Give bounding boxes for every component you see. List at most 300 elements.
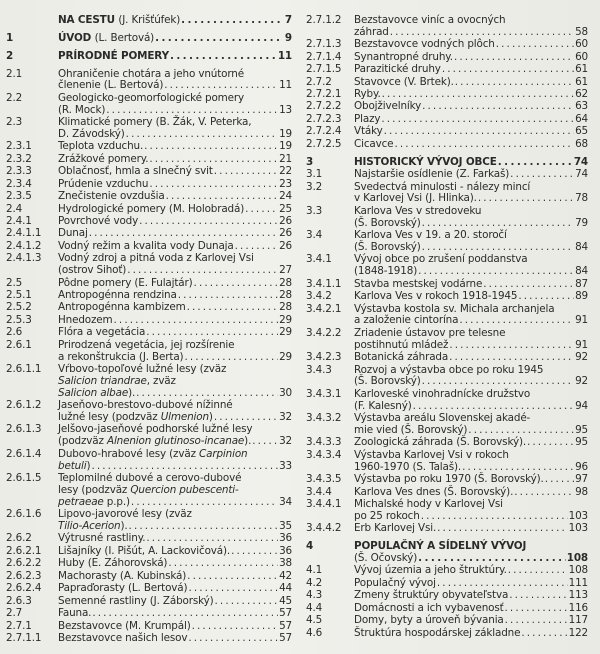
entry-body [58, 364, 292, 400]
entry-title-text: Dubovo-hrabové lesy (zväz Carpinion [58, 447, 248, 460]
section-number: 2.5 [6, 276, 23, 289]
chapter-title: HISTORICKÝ VÝVOJ OBCE [354, 155, 497, 168]
page-number: 38 [279, 557, 292, 570]
toc-entry[interactable] [306, 39, 588, 51]
entry-body [58, 400, 292, 424]
entry-body [58, 51, 292, 63]
entry-title-text: (podzväz Alnenion glutinoso-incanae). [58, 435, 252, 448]
chapter-heading [354, 157, 497, 169]
page-number: 19 [279, 127, 292, 140]
chapter-heading [58, 51, 169, 63]
section-number: 3.4.1 [306, 253, 332, 266]
toc-entry[interactable] [6, 141, 292, 153]
entry-body [58, 533, 292, 545]
section-number: 2 [6, 49, 14, 62]
dot-leader [252, 436, 278, 448]
dot-leader [92, 608, 278, 620]
toc-entry[interactable] [6, 364, 292, 400]
page-number: 113 [568, 589, 588, 602]
toc-entry[interactable] [306, 114, 588, 126]
entry-body [58, 15, 292, 27]
entry-line [58, 228, 292, 240]
toc-entry[interactable] [6, 424, 292, 448]
entry-title-text: Karlova Ves v rokoch 1918-1945 [354, 290, 518, 303]
toc-entry[interactable] [6, 278, 292, 290]
entry-body [58, 509, 292, 533]
section-number: 2.7.2 [306, 75, 332, 88]
toc-entry[interactable] [306, 413, 588, 437]
entry-title-text: Štruktúra hospodárskej základne [354, 626, 521, 639]
toc-entry[interactable] [306, 206, 588, 230]
dot-leader [422, 242, 574, 254]
toc-entry[interactable] [6, 596, 292, 608]
dot-leader [390, 27, 574, 39]
dot-leader [91, 461, 278, 473]
toc-entry[interactable] [6, 216, 292, 228]
section-number: 2.6.2.4 [6, 582, 42, 595]
entry-title-text: Svedectvá minulosti - nálezy mincí [354, 180, 531, 193]
toc-entry[interactable] [306, 565, 588, 577]
toc-entry[interactable] [306, 365, 588, 389]
section-number: 2.6.1.2 [6, 399, 42, 412]
dot-leader [126, 129, 278, 141]
toc-entry[interactable] [306, 89, 588, 101]
toc-entry[interactable] [6, 69, 292, 93]
page-number: 29 [279, 350, 292, 363]
entry-line [354, 27, 588, 39]
entry-body [354, 413, 588, 437]
section-number: 3 [306, 155, 314, 168]
page-number: 103 [568, 522, 588, 535]
entry-line [354, 315, 588, 327]
entry-line [58, 608, 292, 620]
entry-title-text: Parazitické druhy [354, 63, 441, 76]
entry-line [58, 633, 292, 645]
section-number: 2.7.1.5 [306, 63, 342, 76]
page-number: 27 [279, 264, 292, 277]
entry-line [354, 169, 588, 181]
section-number: 1 [6, 31, 14, 44]
entry-body [58, 290, 292, 302]
section-number: 2.4.1.3 [6, 252, 42, 265]
toc-entry[interactable] [306, 101, 588, 113]
entry-line [58, 80, 292, 92]
section-number: 3.4.4.2 [306, 522, 342, 535]
entry-body [354, 603, 588, 615]
page-number: 29 [279, 326, 292, 339]
toc-entry[interactable] [6, 583, 292, 595]
section-number: 4.4 [306, 601, 323, 614]
section-number: 2.5.3 [6, 313, 32, 326]
page-number: 36 [279, 532, 292, 545]
entry-title-text: Cicavce [354, 137, 394, 150]
toc-entry[interactable] [306, 64, 588, 76]
entry-title-text: (F. Kalesný) [354, 399, 412, 412]
page-number: 32 [279, 411, 292, 424]
section-number: 2.7.1.2 [306, 14, 342, 26]
toc-entry[interactable] [6, 204, 292, 216]
entry-line [354, 266, 588, 278]
entry-title-text: Plazy [354, 112, 381, 125]
toc-entry[interactable] [306, 474, 588, 486]
toc-chapter-entry[interactable] [6, 33, 292, 45]
entry-body [354, 365, 588, 389]
toc-entry[interactable] [306, 169, 588, 181]
entry-title-text: Ryby. [354, 88, 381, 101]
toc-entry[interactable] [6, 400, 292, 424]
entry-body [354, 15, 588, 39]
dot-leader [459, 315, 574, 327]
toc-entry[interactable] [6, 546, 292, 558]
entry-body [58, 340, 292, 364]
toc-entry[interactable] [306, 628, 588, 640]
entry-line [354, 114, 588, 126]
entry-line [354, 565, 588, 577]
chapter-title: POPULAČNÝ A SÍDELNÝ VÝVOJ [354, 540, 527, 553]
dot-leader [194, 278, 279, 290]
entry-line [58, 15, 292, 27]
entry-line [354, 352, 588, 364]
entry-line [58, 412, 292, 424]
toc-entry[interactable] [306, 291, 588, 303]
toc-entry[interactable] [6, 340, 292, 364]
entry-body [354, 291, 588, 303]
entry-title-text: Karlova Ves v 19. a 20. storočí [354, 229, 507, 242]
entry-title-text: Prúdenie vzduchu [58, 177, 149, 190]
entry-title-text: Výstavba po roku 1970 (Š. Borovský). [354, 473, 544, 486]
entry-body [58, 621, 292, 633]
entry-body [354, 157, 588, 169]
section-number: 3.4.4 [306, 485, 332, 498]
entry-line [58, 327, 292, 339]
entry-body [58, 33, 292, 45]
entry-title-text: Výstavba kostola sv. Michala archanjela [354, 302, 555, 315]
toc-entry[interactable] [6, 241, 292, 253]
entry-line [58, 621, 292, 633]
entry-body [58, 571, 292, 583]
page-number: 28 [279, 301, 292, 314]
section-number: 4.5 [306, 614, 323, 627]
entry-body [354, 39, 588, 51]
page-number: 74 [573, 155, 588, 168]
entry-line [354, 206, 588, 218]
section-number: 3.4.2.1 [306, 302, 342, 315]
entry-title-text: Najstaršie osídlenie (Z. Farkaš) [354, 168, 510, 181]
toc-entry[interactable] [306, 578, 588, 590]
entry-title-text: Ohraničenie chotára a jeho vnútorné [58, 67, 244, 80]
dot-leader [508, 565, 568, 577]
toc-entry[interactable] [6, 558, 292, 570]
section-number: 2.6.2.1 [6, 544, 42, 557]
toc-entry[interactable] [306, 590, 588, 602]
section-number: 3.3 [306, 204, 323, 217]
entry-title-text: Fauna. [58, 607, 92, 620]
section-number: 2.6.1.4 [6, 447, 42, 460]
page-number: 95 [575, 436, 588, 449]
section-number: 3.4.3.2 [306, 412, 342, 425]
toc-entry[interactable] [306, 304, 588, 328]
dot-leader [127, 265, 278, 277]
entry-body [58, 596, 292, 608]
toc-entry[interactable] [306, 615, 588, 627]
entry-title-text: Obojživelníky [354, 100, 422, 113]
page-number: 60 [575, 50, 588, 63]
entry-line [58, 352, 292, 364]
chapter-title: PRÍRODNÉ POMERY [58, 49, 169, 62]
toc-entry[interactable] [6, 166, 292, 178]
entry-title-text: a rekonštrukcia (J. Berta) [58, 350, 184, 363]
section-number: 2.6.1.1 [6, 363, 42, 376]
dot-leader [149, 179, 278, 191]
entry-line [58, 141, 292, 153]
dot-leader [527, 437, 574, 449]
entry-line [58, 241, 292, 253]
entry-gap [6, 645, 292, 646]
page-number: 108 [568, 564, 588, 577]
toc-entry[interactable] [6, 473, 292, 509]
toc-entry[interactable] [6, 302, 292, 314]
entry-body [354, 206, 588, 230]
toc-entry[interactable] [306, 328, 588, 352]
toc-entry[interactable] [6, 179, 292, 191]
section-number: 2.3 [6, 116, 23, 129]
entry-body [354, 437, 588, 449]
entry-line [354, 64, 588, 76]
toc-entry[interactable] [306, 254, 588, 278]
toc-entry[interactable] [306, 437, 588, 449]
entry-title-text: (Š. Borovský) [354, 240, 421, 253]
dot-leader [136, 388, 278, 400]
entry-body [354, 89, 588, 101]
dot-leader [478, 193, 574, 205]
section-number: 3.4.3.1 [306, 387, 342, 400]
section-number: 2.7.2.4 [306, 125, 342, 138]
entry-title-text: Bezstavovce viníc a ovocných [354, 14, 506, 26]
dot-leader [170, 51, 277, 63]
toc-entry[interactable] [6, 253, 292, 277]
dot-leader [449, 340, 574, 352]
section-number: 3.4.3.5 [306, 473, 342, 486]
section-number: 2.6.1.3 [6, 423, 42, 436]
page-number: 36 [279, 544, 292, 557]
toc-entry[interactable] [306, 352, 588, 364]
toc-entry[interactable] [306, 230, 588, 254]
entry-title-text: Teplota vzduchu. [58, 140, 144, 153]
section-number: 2.3.4 [6, 177, 32, 190]
chapter-author: (L. Bertová) [94, 31, 155, 44]
toc-entry[interactable] [6, 154, 292, 166]
toc-entry[interactable] [306, 499, 588, 523]
entry-body [58, 166, 292, 178]
page-number: 24 [279, 190, 292, 203]
dot-leader [422, 376, 574, 388]
section-number: 2.6.2.3 [6, 569, 42, 582]
dot-leader [521, 628, 567, 640]
entry-title-text: Výstavba Karlovej Vsi v rokoch [354, 448, 509, 461]
page-number: 35 [279, 520, 292, 532]
entry-body [58, 117, 292, 141]
entry-body [58, 424, 292, 448]
toc-entry[interactable] [6, 93, 292, 117]
toc-entry[interactable] [306, 487, 588, 499]
entry-title-text: Hnedozem [58, 313, 113, 326]
dot-leader [509, 590, 567, 602]
entry-title-text: Karlova Ves dnes (Š. Borovský). [354, 485, 514, 498]
toc-chapter-entry[interactable] [6, 15, 292, 27]
dot-leader [139, 216, 278, 228]
toc-entry[interactable] [6, 621, 292, 633]
section-number: 3.4.3.3 [306, 436, 342, 449]
toc-entry[interactable] [306, 279, 588, 291]
toc-entry[interactable] [6, 449, 292, 473]
page-number: 42 [279, 569, 292, 582]
page-number: 98 [575, 485, 588, 498]
entry-line [354, 52, 588, 64]
page-number: 28 [279, 289, 292, 302]
section-number: 2.2 [6, 91, 23, 104]
page-number: 32 [279, 435, 292, 448]
entry-body [58, 608, 292, 620]
entry-line [354, 553, 588, 565]
entry-title-text: postihnutú mládež [354, 338, 449, 351]
entry-title-text: Vŕbovo-topoľové lužné lesy (zväz [58, 363, 227, 376]
toc-entry[interactable] [306, 77, 588, 89]
section-number: 2.7.1 [6, 619, 32, 632]
dot-leader [144, 141, 278, 153]
section-number: 2.3.1 [6, 140, 32, 153]
entry-title-text: Salicion triandrae, zväz [58, 374, 176, 387]
entry-title-text: D. Závodský) [58, 127, 125, 140]
entry-title-text: Populačný vývoj [354, 576, 436, 589]
entry-body [58, 253, 292, 277]
toc-entry[interactable] [6, 315, 292, 327]
entry-line [58, 449, 292, 461]
toc-entry[interactable] [6, 117, 292, 141]
toc-entry[interactable] [306, 389, 588, 413]
dot-leader [187, 571, 278, 583]
toc-entry[interactable] [6, 290, 292, 302]
entry-title-text: Tilio-Acerion). [58, 520, 128, 532]
toc-entry[interactable] [306, 15, 588, 39]
entry-title-text: Jelšovo-jaseňové podhorské lužné lesy [58, 423, 253, 436]
entry-body [58, 278, 292, 290]
toc-entry[interactable] [306, 450, 588, 474]
entry-line [58, 265, 292, 277]
toc-entry[interactable] [306, 126, 588, 138]
toc-chapter-entry[interactable] [306, 157, 588, 169]
toc-entry[interactable] [6, 608, 292, 620]
entry-body [354, 304, 588, 328]
section-number: 2.7.2.5 [306, 137, 342, 150]
toc-entry[interactable] [6, 327, 292, 339]
page-number: 22 [279, 165, 292, 178]
entry-title-text: záhrad [354, 25, 389, 38]
entry-line [354, 77, 588, 89]
section-number: 2.7.2.2 [306, 100, 342, 113]
entry-line [354, 628, 588, 640]
section-number: 2.5.2 [6, 301, 32, 314]
entry-line [354, 590, 588, 602]
page-number: 28 [279, 276, 292, 289]
entry-title-text: lesy (podzväz Quercion pubescenti- [58, 483, 239, 496]
toc-entry[interactable] [6, 191, 292, 203]
section-number: 2.6.1 [6, 338, 32, 351]
entry-title-text: Antropogénna kambizem [58, 301, 186, 314]
page-number: 7 [284, 14, 292, 26]
entry-body [58, 179, 292, 191]
page-number: 111 [568, 576, 588, 589]
toc-entry[interactable] [6, 571, 292, 583]
entry-line [58, 105, 292, 117]
dot-leader [422, 218, 574, 230]
toc-entry[interactable] [306, 182, 588, 206]
toc-chapter-entry[interactable] [306, 541, 588, 565]
entry-body [354, 565, 588, 577]
toc-entry[interactable] [306, 523, 588, 535]
entry-body [354, 523, 588, 535]
dot-leader [129, 521, 279, 533]
section-number: 2.3.2 [6, 152, 32, 165]
page-number: 61 [575, 75, 588, 88]
entry-title-text: Karlova Ves v stredoveku [354, 204, 482, 217]
entry-title-text: (ostrov Sihoť) [58, 264, 127, 277]
section-number: 2.6.3 [6, 594, 32, 607]
section-number: 2.7.2.3 [306, 112, 342, 125]
entry-title-text: Bezstavovce vodných plôch [354, 38, 495, 51]
section-number: 2.6.2.2 [6, 557, 42, 570]
entry-title-text: Karloveské vinohradnícke družstvo [354, 387, 531, 400]
toc-entry[interactable] [306, 603, 588, 615]
entry-body [58, 69, 292, 93]
entry-title-text: Stavba mestskej vodárne [354, 277, 483, 290]
section-number: 2.7.1.4 [306, 50, 342, 63]
entry-line [354, 126, 588, 138]
toc-entry[interactable] [6, 509, 292, 533]
entry-line [58, 51, 292, 63]
dot-leader [178, 290, 278, 302]
entry-title-text: Geologicko-geomorfologické pomery [58, 91, 245, 104]
dot-leader [418, 266, 574, 278]
page-number: 78 [575, 192, 588, 205]
entry-line [354, 89, 588, 101]
entry-title-text: Domy, byty a úroveň bývania [354, 614, 504, 627]
toc-entry[interactable] [6, 533, 292, 545]
entry-title-text: Oblačnosť, hmla a slnečný svit [58, 165, 213, 178]
page-number: 57 [279, 619, 292, 632]
section-number: 2.4.1 [6, 215, 32, 227]
dot-leader [235, 241, 278, 253]
toc-entry[interactable] [6, 228, 292, 240]
entry-line [354, 39, 588, 51]
entry-body [354, 126, 588, 138]
entry-line [354, 615, 588, 627]
toc-chapter-entry[interactable] [6, 51, 292, 63]
entry-line [58, 191, 292, 203]
toc-entry[interactable] [306, 52, 588, 64]
chapter-title: NA CESTU [58, 14, 115, 26]
entry-title-text: Klimatické pomery (B. Žák, V. Peterka, [58, 116, 252, 129]
dot-leader [505, 615, 568, 627]
entry-line [58, 179, 292, 191]
entry-line [354, 157, 588, 169]
entry-title-text: Flóra a vegetácia [58, 326, 146, 339]
toc-entry[interactable] [6, 633, 292, 645]
entry-body [354, 279, 588, 291]
toc-entry[interactable] [306, 139, 588, 151]
entry-title-text: Vodný zdroj a pitná voda z Karlovej Vsi [58, 252, 254, 265]
section-number: 3.4.3 [306, 363, 332, 376]
entry-title-text: Semenné rastliny (J. Záborský) [58, 594, 214, 607]
